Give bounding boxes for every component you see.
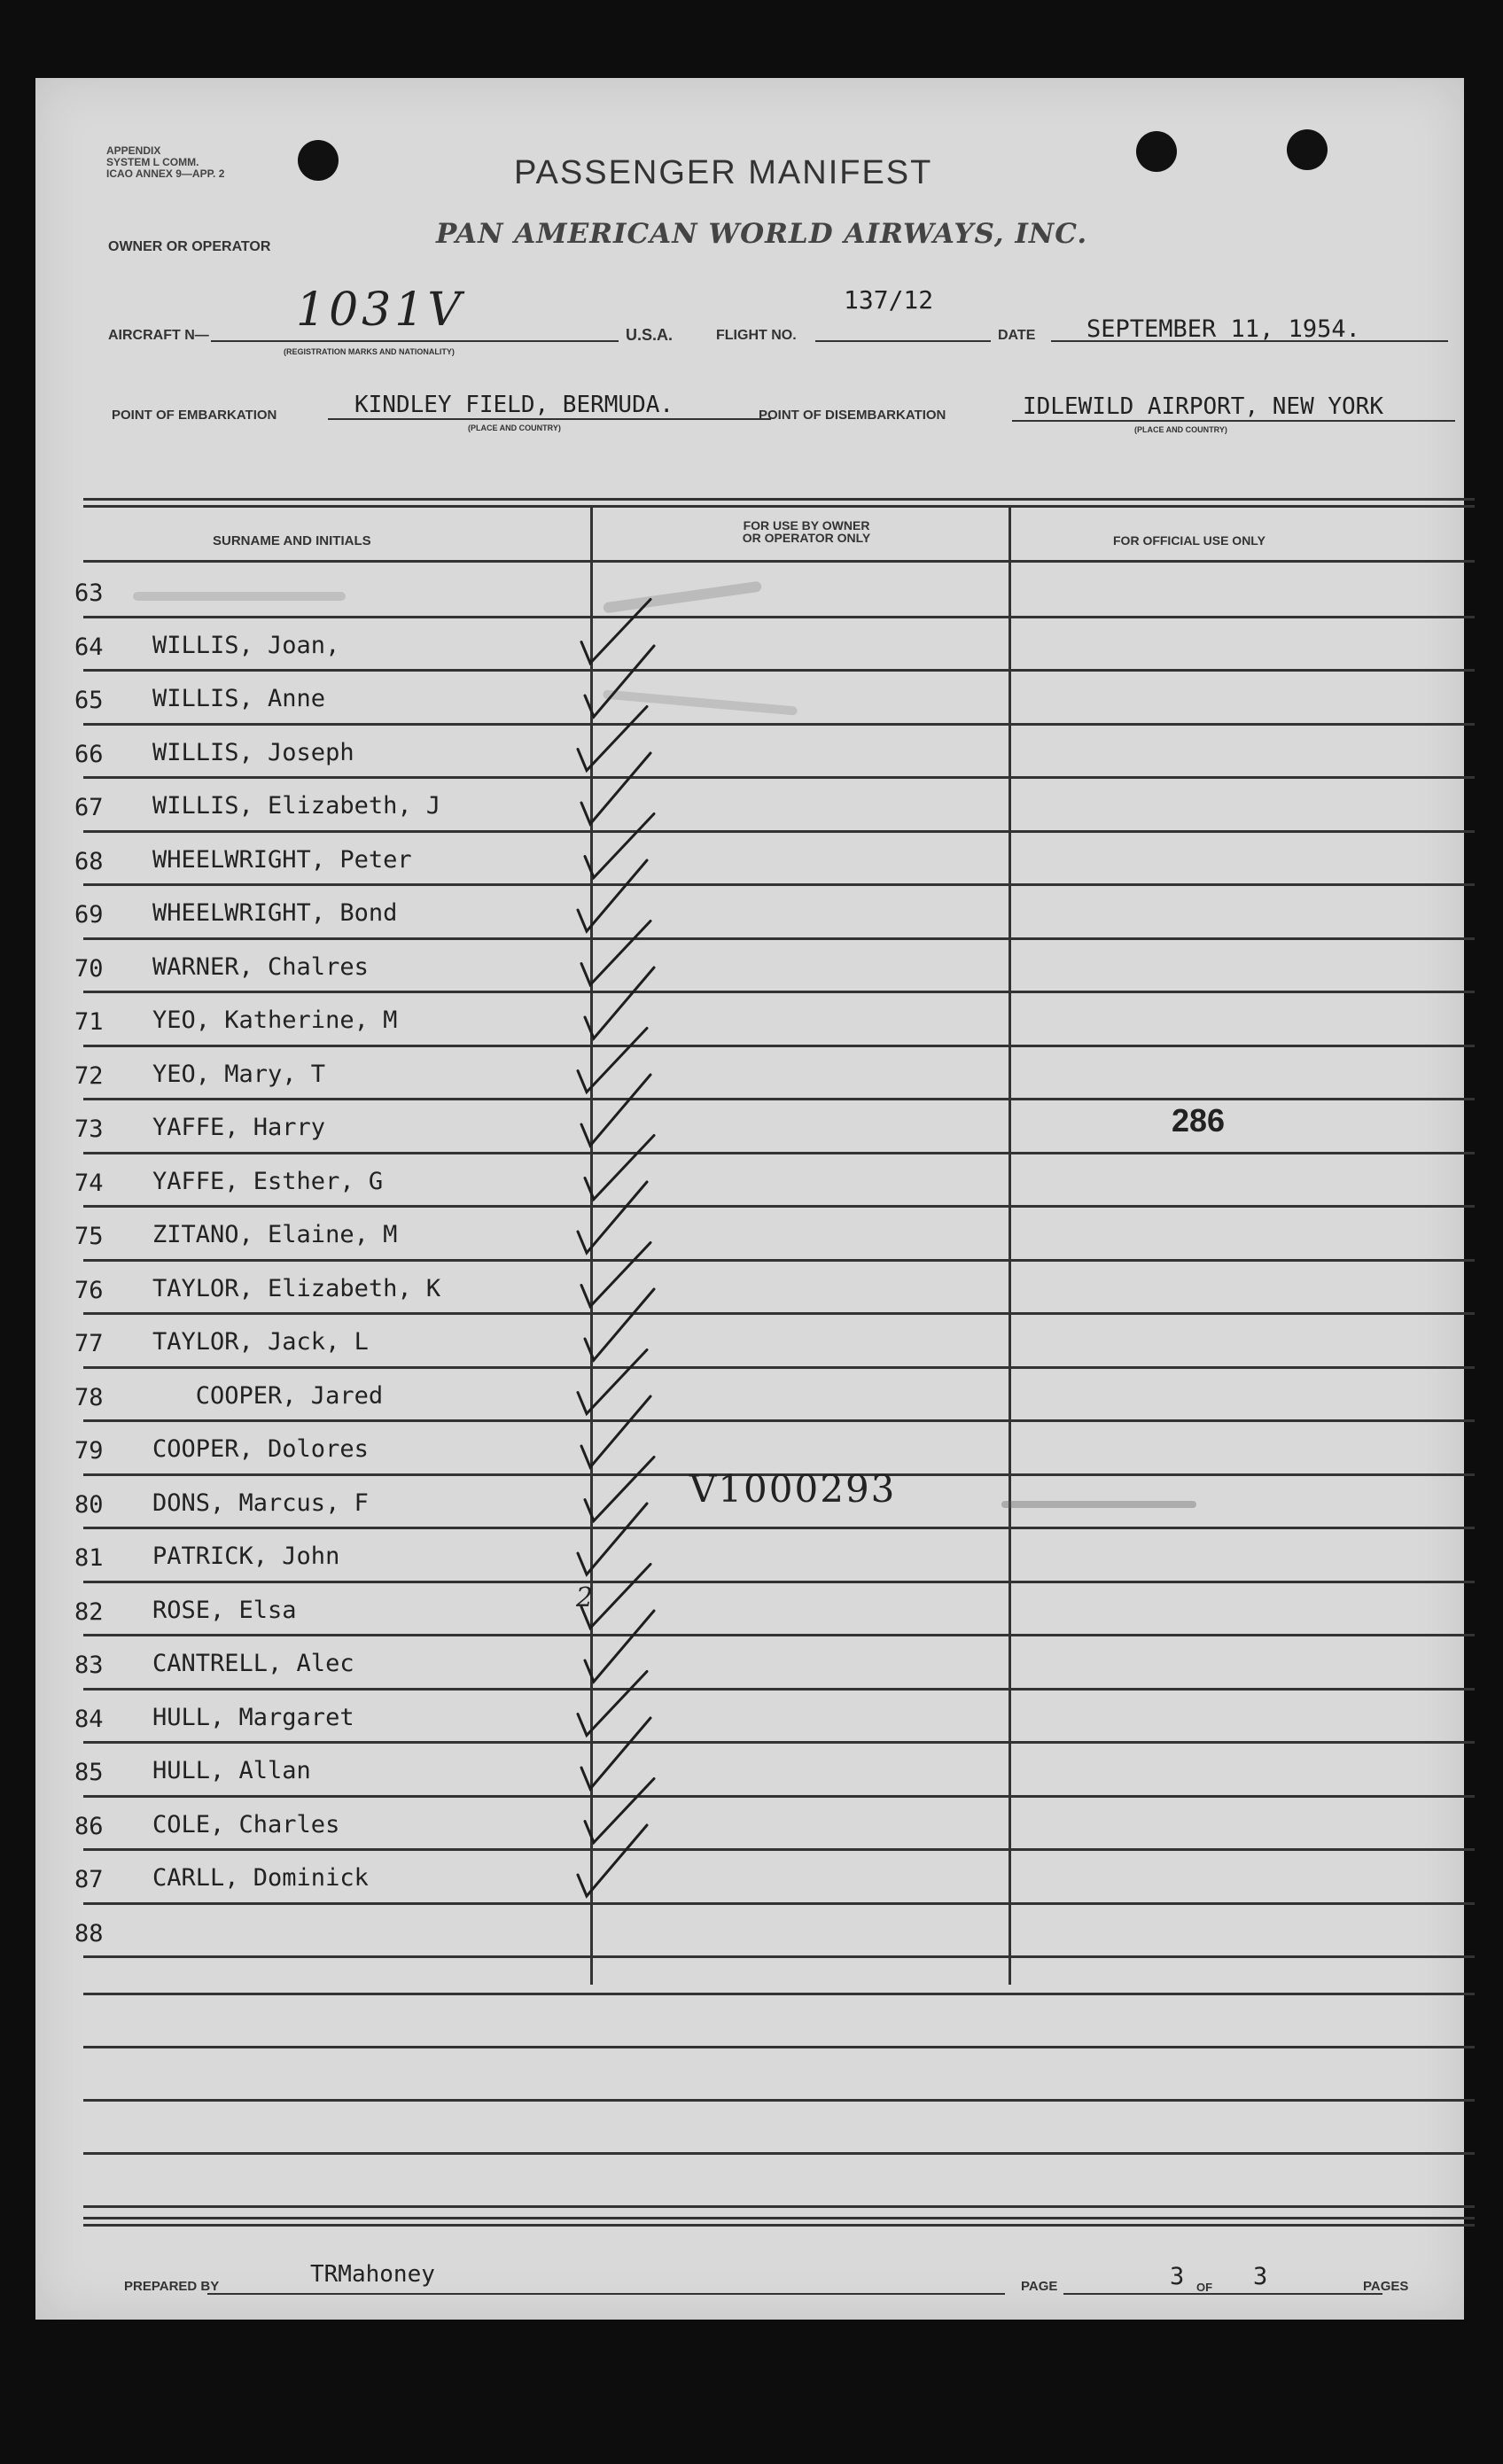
table-row bbox=[35, 1154, 1464, 1208]
table-row bbox=[35, 1797, 1464, 1851]
row-number: 75 bbox=[74, 1223, 104, 1250]
flight-underline bbox=[815, 340, 991, 342]
smudge bbox=[133, 592, 346, 601]
aircraft-label: AIRCRAFT N— bbox=[108, 328, 209, 343]
passenger-name: COLE, Charles bbox=[152, 1810, 340, 1838]
owner-use-mark: 2 bbox=[576, 1582, 594, 1613]
page-number: 3 bbox=[1170, 2263, 1185, 2290]
table-row bbox=[35, 1743, 1464, 1797]
table-bottom-rule bbox=[83, 2217, 1475, 2219]
table-top-rule bbox=[83, 505, 1475, 508]
row-number: 79 bbox=[74, 1437, 104, 1465]
row-number: 69 bbox=[74, 901, 104, 929]
passenger-name: YEO, Mary, T bbox=[152, 1060, 326, 1088]
prepared-label: PREPARED BY bbox=[124, 2279, 220, 2294]
table-bottom-rule bbox=[83, 2224, 1475, 2227]
disembarkation-label: POINT OF DISEMBARKATION bbox=[759, 408, 946, 423]
column-header-owner-use: FOR USE BY OWNER OR OPERATOR ONLY bbox=[742, 518, 871, 545]
embarkation-value: KINDLEY FIELD, BERMUDA. bbox=[354, 392, 674, 418]
row-number: 77 bbox=[74, 1330, 104, 1357]
header-rule bbox=[83, 560, 1475, 563]
passenger-name: WILLIS, Elizabeth, J bbox=[152, 792, 441, 820]
table-row bbox=[35, 992, 1464, 1046]
row-number: 64 bbox=[74, 633, 104, 661]
table-row bbox=[35, 832, 1464, 886]
row-number: 87 bbox=[74, 1866, 104, 1893]
column-header-surname: SURNAME AND INITIALS bbox=[213, 533, 371, 548]
passenger-name: ZITANO, Elaine, M bbox=[152, 1221, 398, 1248]
row-number: 83 bbox=[74, 1652, 104, 1679]
table-row bbox=[35, 1904, 1464, 1958]
corner-text bbox=[106, 145, 224, 180]
row-number: 70 bbox=[74, 954, 104, 983]
page-title: PASSENGER MANIFEST bbox=[514, 154, 933, 191]
passenger-name: YEO, Katherine, M bbox=[152, 1007, 398, 1034]
embarkation-underline bbox=[328, 418, 771, 420]
table-row bbox=[35, 1528, 1464, 1582]
pages-label: PAGES bbox=[1363, 2279, 1409, 2294]
owner-label: OWNER OR OPERATOR bbox=[108, 239, 271, 254]
row-number: 80 bbox=[74, 1490, 104, 1519]
row-number: 66 bbox=[74, 740, 104, 768]
row-number: 74 bbox=[74, 1169, 104, 1197]
disembarkation-caption: (PLACE AND COUNTRY) bbox=[1134, 425, 1227, 434]
row-number: 67 bbox=[74, 794, 104, 821]
corner-line: SYSTEM L COMM. bbox=[106, 156, 199, 168]
passenger-name: COOPER, Jared bbox=[152, 1381, 384, 1410]
date-value: SEPTEMBER 11, 1954. bbox=[1086, 315, 1360, 343]
row-number: 73 bbox=[74, 1115, 104, 1143]
passenger-name: TAYLOR, Jack, L bbox=[152, 1328, 369, 1356]
passenger-name: CARLL, Dominick bbox=[152, 1864, 369, 1892]
punch-hole bbox=[1136, 131, 1177, 172]
row-number: 71 bbox=[74, 1008, 104, 1036]
row-number: 82 bbox=[74, 1597, 104, 1626]
aircraft-value: 1031V bbox=[296, 284, 464, 337]
table-row bbox=[35, 778, 1464, 832]
table-row bbox=[35, 1261, 1464, 1315]
page-label: PAGE bbox=[1021, 2279, 1058, 2294]
row-number: 68 bbox=[74, 847, 104, 875]
aircraft-underline bbox=[211, 340, 619, 342]
table-row bbox=[35, 618, 1464, 672]
prepared-value: TRMahoney bbox=[310, 2261, 435, 2288]
passenger-name: PATRICK, John bbox=[152, 1543, 340, 1570]
date-label: DATE bbox=[998, 328, 1036, 343]
passenger-name: HULL, Margaret bbox=[152, 1703, 354, 1731]
flight-label: FLIGHT NO. bbox=[716, 328, 797, 343]
of-label: OF bbox=[1196, 2281, 1213, 2294]
passenger-name: WHEELWRIGHT, Bond bbox=[152, 899, 398, 927]
punch-hole bbox=[1287, 129, 1328, 170]
table-top-rule bbox=[83, 498, 1475, 501]
table-row bbox=[35, 1368, 1464, 1422]
manifest-sheet bbox=[35, 78, 1464, 2320]
date-underline bbox=[1051, 340, 1448, 342]
table-row bbox=[35, 1100, 1464, 1154]
blank-row-divider bbox=[83, 2152, 1475, 2155]
row-number: 84 bbox=[74, 1705, 104, 1733]
passenger-name: WILLIS, Anne bbox=[152, 685, 326, 712]
operator-name: PAN AMERICAN WORLD AIRWAYS, INC. bbox=[436, 218, 1088, 250]
row-number: 81 bbox=[74, 1544, 104, 1572]
owner-use-entry: V1000293 bbox=[689, 1467, 897, 1511]
passenger-name: DONS, Marcus, F bbox=[152, 1489, 369, 1517]
table-row bbox=[35, 1636, 1464, 1690]
passenger-name: WILLIS, Joan, bbox=[152, 631, 340, 659]
row-number: 86 bbox=[74, 1812, 104, 1840]
blank-row-divider bbox=[83, 1993, 1475, 1995]
row-number: 88 bbox=[74, 1919, 104, 1947]
passenger-name: ROSE, Elsa bbox=[152, 1596, 297, 1624]
corner-line: APPENDIX bbox=[106, 144, 161, 157]
table-row bbox=[35, 725, 1464, 779]
table-row bbox=[35, 1850, 1464, 1904]
row-number: 85 bbox=[74, 1759, 104, 1786]
registration-caption: (REGISTRATION MARKS AND NATIONALITY) bbox=[284, 347, 455, 356]
row-divider bbox=[83, 1955, 1475, 1958]
smudge bbox=[1001, 1501, 1196, 1508]
embarkation-caption: (PLACE AND COUNTRY) bbox=[468, 424, 561, 432]
passenger-name: WILLIS, Joseph bbox=[152, 738, 354, 766]
passenger-name: YAFFE, Esther, G bbox=[152, 1167, 384, 1195]
row-number: 76 bbox=[74, 1276, 104, 1304]
table-row bbox=[35, 1046, 1464, 1100]
corner-line: ICAO ANNEX 9—APP. 2 bbox=[106, 167, 225, 180]
page-total: 3 bbox=[1253, 2263, 1268, 2290]
usa-label: U.S.A. bbox=[626, 326, 674, 344]
row-number: 65 bbox=[74, 687, 104, 714]
table-row bbox=[35, 939, 1464, 993]
passenger-name: WHEELWRIGHT, Peter bbox=[152, 845, 412, 874]
table-row bbox=[35, 1314, 1464, 1368]
disembarkation-value: IDLEWILD AIRPORT, NEW YORK bbox=[1023, 393, 1383, 420]
passenger-name: TAYLOR, Elizabeth, K bbox=[152, 1274, 441, 1302]
official-use-entry: 286 bbox=[1172, 1102, 1226, 1139]
blank-row-divider bbox=[83, 2205, 1475, 2208]
table-row bbox=[35, 885, 1464, 939]
blank-row-divider bbox=[83, 2099, 1475, 2102]
passenger-name: HULL, Allan bbox=[152, 1757, 311, 1784]
row-number: 78 bbox=[74, 1383, 104, 1411]
blank-row-divider bbox=[83, 2046, 1475, 2048]
row-number: 63 bbox=[74, 579, 104, 607]
column-header-official-use: FOR OFFICIAL USE ONLY bbox=[1113, 533, 1265, 548]
punch-hole bbox=[298, 140, 339, 181]
table-row bbox=[35, 1690, 1464, 1744]
disembarkation-underline bbox=[1012, 420, 1455, 422]
passenger-name: CANTRELL, Alec bbox=[152, 1650, 354, 1677]
passenger-name: COOPER, Dolores bbox=[152, 1435, 369, 1463]
flight-value: 137/12 bbox=[844, 285, 934, 315]
table-row bbox=[35, 671, 1464, 725]
table-row bbox=[35, 1582, 1464, 1636]
row-number: 72 bbox=[74, 1061, 104, 1090]
prepared-underline bbox=[207, 2293, 1005, 2295]
page-underline bbox=[1063, 2293, 1382, 2295]
passenger-name: WARNER, Chalres bbox=[152, 952, 369, 981]
embarkation-label: POINT OF EMBARKATION bbox=[112, 408, 277, 423]
table-row bbox=[35, 1207, 1464, 1261]
passenger-name: YAFFE, Harry bbox=[152, 1114, 326, 1141]
